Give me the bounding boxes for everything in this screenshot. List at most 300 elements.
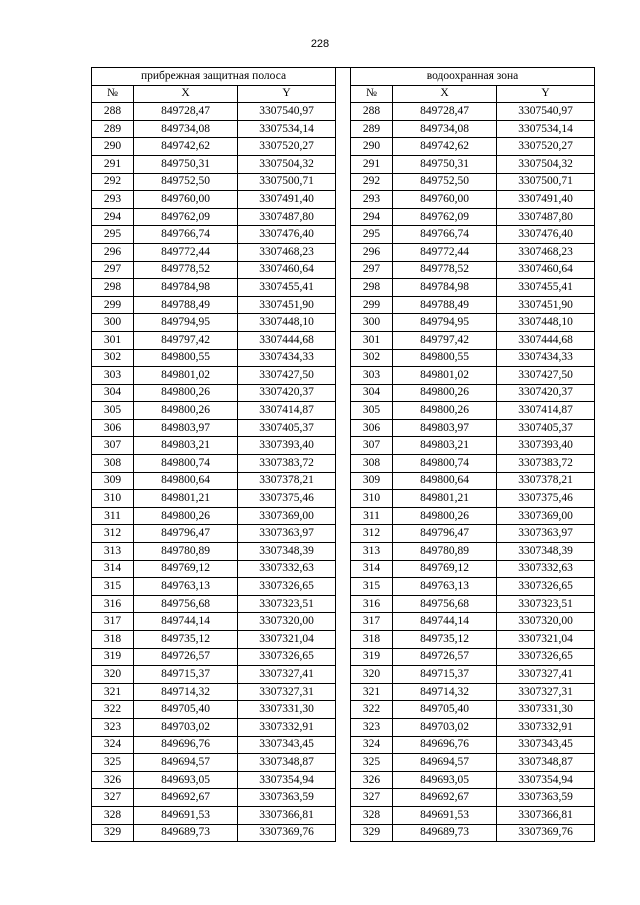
right-x-cell: 849714,32 xyxy=(393,683,497,701)
column-gap xyxy=(336,718,351,736)
right-x-cell: 849728,47 xyxy=(393,103,497,121)
right-y-cell: 3307540,97 xyxy=(497,103,595,121)
left-number-cell: 325 xyxy=(92,754,134,772)
left-y-cell: 3307348,87 xyxy=(238,754,336,772)
table-row xyxy=(92,261,595,279)
right-number-cell: 300 xyxy=(351,314,393,332)
column-gap xyxy=(336,648,351,666)
right-number-cell: 298 xyxy=(351,279,393,297)
table-row xyxy=(92,472,595,490)
right-y-cell: 3307327,41 xyxy=(497,666,595,684)
column-gap xyxy=(336,103,351,121)
right-x-cell: 849794,95 xyxy=(393,314,497,332)
left-x-cell: 849763,13 xyxy=(134,578,238,596)
column-gap xyxy=(336,806,351,824)
left-y-cell: 3307448,10 xyxy=(238,314,336,332)
table-row xyxy=(92,402,595,420)
right-y-cell: 3307369,76 xyxy=(497,824,595,842)
column-gap xyxy=(336,754,351,772)
left-y-cell: 3307366,81 xyxy=(238,806,336,824)
left-x-cell: 849803,97 xyxy=(134,419,238,437)
left-y-cell: 3307451,90 xyxy=(238,296,336,314)
right-x-cell: 849769,12 xyxy=(393,560,497,578)
left-y-cell: 3307323,51 xyxy=(238,595,336,613)
column-gap xyxy=(336,419,351,437)
table-row xyxy=(92,771,595,789)
left-number-cell: 321 xyxy=(92,683,134,701)
table-row xyxy=(92,279,595,297)
column-gap xyxy=(336,631,351,649)
right-x-cell: 849705,40 xyxy=(393,701,497,719)
column-gap xyxy=(336,243,351,261)
right-y-cell: 3307366,81 xyxy=(497,806,595,824)
right-number-cell: 303 xyxy=(351,367,393,385)
right-x-cell: 849726,57 xyxy=(393,648,497,666)
left-y-cell: 3307348,39 xyxy=(238,543,336,561)
column-gap xyxy=(336,68,351,103)
right-x-cell: 849691,53 xyxy=(393,806,497,824)
left-number-cell: 329 xyxy=(92,824,134,842)
left-x-cell: 849800,55 xyxy=(134,349,238,367)
right-number-cell: 302 xyxy=(351,349,393,367)
table-row xyxy=(92,701,595,719)
left-y-cell: 3307414,87 xyxy=(238,402,336,420)
left-y-cell: 3307326,65 xyxy=(238,648,336,666)
column-gap xyxy=(336,191,351,209)
left-number-cell: 315 xyxy=(92,578,134,596)
column-gap xyxy=(336,543,351,561)
table-row xyxy=(92,138,595,156)
left-x-cell: 849800,64 xyxy=(134,472,238,490)
right-number-cell: 322 xyxy=(351,701,393,719)
column-gap xyxy=(336,279,351,297)
left-y-cell: 3307405,37 xyxy=(238,419,336,437)
right-y-cell: 3307343,45 xyxy=(497,736,595,754)
left-x-cell: 849801,21 xyxy=(134,490,238,508)
left-x-cell: 849689,73 xyxy=(134,824,238,842)
table-row xyxy=(92,806,595,824)
right-x-cell: 849742,62 xyxy=(393,138,497,156)
column-gap xyxy=(336,208,351,226)
right-number-cell: 317 xyxy=(351,613,393,631)
table-row xyxy=(92,419,595,437)
column-gap xyxy=(336,173,351,191)
left-number-cell: 323 xyxy=(92,718,134,736)
left-y-cell: 3307326,65 xyxy=(238,578,336,596)
right-number-cell: 310 xyxy=(351,490,393,508)
left-x-cell: 849796,47 xyxy=(134,525,238,543)
left-x-cell: 849692,67 xyxy=(134,789,238,807)
left-number-cell: 320 xyxy=(92,666,134,684)
left-x-cell: 849797,42 xyxy=(134,331,238,349)
right-number-cell: 289 xyxy=(351,120,393,138)
left-x-cell: 849780,89 xyxy=(134,543,238,561)
right-x-cell: 849800,64 xyxy=(393,472,497,490)
table-row xyxy=(92,754,595,772)
column-gap xyxy=(336,367,351,385)
right-y-cell: 3307420,37 xyxy=(497,384,595,402)
right-x-cell: 849780,89 xyxy=(393,543,497,561)
right-number-cell: 299 xyxy=(351,296,393,314)
right-number-cell: 327 xyxy=(351,789,393,807)
right-x-cell: 849693,05 xyxy=(393,771,497,789)
right-header-x: X xyxy=(393,85,497,103)
left-x-cell: 849766,74 xyxy=(134,226,238,244)
left-number-cell: 306 xyxy=(92,419,134,437)
right-x-cell: 849760,00 xyxy=(393,191,497,209)
right-y-cell: 3307326,65 xyxy=(497,578,595,596)
column-gap xyxy=(336,490,351,508)
left-y-cell: 3307455,41 xyxy=(238,279,336,297)
left-number-cell: 314 xyxy=(92,560,134,578)
table-row xyxy=(92,314,595,332)
left-header-x: X xyxy=(134,85,238,103)
left-x-cell: 849800,74 xyxy=(134,455,238,473)
right-x-cell: 849778,52 xyxy=(393,261,497,279)
left-number-cell: 301 xyxy=(92,331,134,349)
right-number-cell: 307 xyxy=(351,437,393,455)
left-y-cell: 3307332,63 xyxy=(238,560,336,578)
table-row xyxy=(92,455,595,473)
right-x-cell: 849800,26 xyxy=(393,384,497,402)
right-x-cell: 849692,67 xyxy=(393,789,497,807)
right-y-cell: 3307321,04 xyxy=(497,631,595,649)
right-y-cell: 3307455,41 xyxy=(497,279,595,297)
right-number-cell: 288 xyxy=(351,103,393,121)
right-x-cell: 849803,97 xyxy=(393,419,497,437)
coordinates-table xyxy=(91,67,595,842)
right-x-cell: 849735,12 xyxy=(393,631,497,649)
table-row xyxy=(92,367,595,385)
left-y-cell: 3307487,80 xyxy=(238,208,336,226)
right-y-cell: 3307491,40 xyxy=(497,191,595,209)
right-y-cell: 3307451,90 xyxy=(497,296,595,314)
table-row xyxy=(92,120,595,138)
right-y-cell: 3307348,39 xyxy=(497,543,595,561)
right-y-cell: 3307405,37 xyxy=(497,419,595,437)
right-number-cell: 319 xyxy=(351,648,393,666)
left-x-cell: 849696,76 xyxy=(134,736,238,754)
right-number-cell: 308 xyxy=(351,455,393,473)
right-number-cell: 324 xyxy=(351,736,393,754)
column-gap xyxy=(336,455,351,473)
left-y-cell: 3307343,45 xyxy=(238,736,336,754)
left-y-cell: 3307540,97 xyxy=(238,103,336,121)
right-x-cell: 849756,68 xyxy=(393,595,497,613)
column-gap xyxy=(336,613,351,631)
table-row xyxy=(92,560,595,578)
table-row xyxy=(92,736,595,754)
table-row xyxy=(92,437,595,455)
left-y-cell: 3307504,32 xyxy=(238,155,336,173)
right-y-cell: 3307332,91 xyxy=(497,718,595,736)
right-number-cell: 306 xyxy=(351,419,393,437)
left-y-cell: 3307468,23 xyxy=(238,243,336,261)
right-y-cell: 3307354,94 xyxy=(497,771,595,789)
right-number-cell: 290 xyxy=(351,138,393,156)
right-number-cell: 323 xyxy=(351,718,393,736)
left-y-cell: 3307369,00 xyxy=(238,507,336,525)
left-number-cell: 312 xyxy=(92,525,134,543)
column-gap xyxy=(336,314,351,332)
left-y-cell: 3307520,27 xyxy=(238,138,336,156)
left-x-cell: 849762,09 xyxy=(134,208,238,226)
left-y-cell: 3307354,94 xyxy=(238,771,336,789)
left-x-cell: 849705,40 xyxy=(134,701,238,719)
left-header-number: № xyxy=(92,85,134,103)
left-x-cell: 849794,95 xyxy=(134,314,238,332)
right-y-cell: 3307331,30 xyxy=(497,701,595,719)
column-gap xyxy=(336,771,351,789)
table-row xyxy=(92,718,595,736)
right-number-cell: 315 xyxy=(351,578,393,596)
right-x-cell: 849752,50 xyxy=(393,173,497,191)
left-y-cell: 3307383,72 xyxy=(238,455,336,473)
left-number-cell: 294 xyxy=(92,208,134,226)
right-number-cell: 318 xyxy=(351,631,393,649)
left-x-cell: 849703,02 xyxy=(134,718,238,736)
column-gap xyxy=(336,384,351,402)
column-gap xyxy=(336,437,351,455)
right-x-cell: 849800,74 xyxy=(393,455,497,473)
right-number-cell: 294 xyxy=(351,208,393,226)
left-y-cell: 3307321,04 xyxy=(238,631,336,649)
column-gap xyxy=(336,560,351,578)
right-y-cell: 3307468,23 xyxy=(497,243,595,261)
column-gap xyxy=(336,595,351,613)
right-x-cell: 849797,42 xyxy=(393,331,497,349)
right-number-cell: 320 xyxy=(351,666,393,684)
right-y-cell: 3307414,87 xyxy=(497,402,595,420)
right-number-cell: 314 xyxy=(351,560,393,578)
right-number-cell: 329 xyxy=(351,824,393,842)
left-x-cell: 849735,12 xyxy=(134,631,238,649)
left-number-cell: 289 xyxy=(92,120,134,138)
left-y-cell: 3307327,31 xyxy=(238,683,336,701)
left-x-cell: 849715,37 xyxy=(134,666,238,684)
table-row xyxy=(92,243,595,261)
table-row xyxy=(92,349,595,367)
left-number-cell: 319 xyxy=(92,648,134,666)
right-number-cell: 292 xyxy=(351,173,393,191)
right-section-title: водоохранная зона xyxy=(351,68,595,86)
left-x-cell: 849760,00 xyxy=(134,191,238,209)
table-row xyxy=(92,683,595,701)
right-y-cell: 3307323,51 xyxy=(497,595,595,613)
right-y-cell: 3307476,40 xyxy=(497,226,595,244)
left-x-cell: 849784,98 xyxy=(134,279,238,297)
left-number-cell: 322 xyxy=(92,701,134,719)
right-x-cell: 849703,02 xyxy=(393,718,497,736)
table-row xyxy=(92,789,595,807)
table-row xyxy=(92,824,595,842)
left-number-cell: 291 xyxy=(92,155,134,173)
right-x-cell: 849763,13 xyxy=(393,578,497,596)
column-gap xyxy=(336,578,351,596)
right-y-cell: 3307434,33 xyxy=(497,349,595,367)
left-number-cell: 307 xyxy=(92,437,134,455)
right-number-cell: 296 xyxy=(351,243,393,261)
right-number-cell: 312 xyxy=(351,525,393,543)
left-x-cell: 849778,52 xyxy=(134,261,238,279)
left-x-cell: 849800,26 xyxy=(134,384,238,402)
column-gap xyxy=(336,525,351,543)
left-number-cell: 309 xyxy=(92,472,134,490)
right-x-cell: 849766,74 xyxy=(393,226,497,244)
left-x-cell: 849800,26 xyxy=(134,402,238,420)
left-number-cell: 328 xyxy=(92,806,134,824)
right-number-cell: 295 xyxy=(351,226,393,244)
table-row xyxy=(92,507,595,525)
right-y-cell: 3307375,46 xyxy=(497,490,595,508)
column-gap xyxy=(336,824,351,842)
right-number-cell: 326 xyxy=(351,771,393,789)
right-y-cell: 3307460,64 xyxy=(497,261,595,279)
right-y-cell: 3307363,59 xyxy=(497,789,595,807)
left-y-cell: 3307420,37 xyxy=(238,384,336,402)
right-x-cell: 849762,09 xyxy=(393,208,497,226)
right-x-cell: 849800,55 xyxy=(393,349,497,367)
column-gap xyxy=(336,349,351,367)
right-y-cell: 3307383,72 xyxy=(497,455,595,473)
right-y-cell: 3307320,00 xyxy=(497,613,595,631)
left-y-cell: 3307534,14 xyxy=(238,120,336,138)
right-x-cell: 849734,08 xyxy=(393,120,497,138)
table-row xyxy=(92,578,595,596)
left-y-cell: 3307434,33 xyxy=(238,349,336,367)
table-row xyxy=(92,208,595,226)
right-y-cell: 3307520,27 xyxy=(497,138,595,156)
left-number-cell: 302 xyxy=(92,349,134,367)
table-row xyxy=(92,543,595,561)
right-y-cell: 3307448,10 xyxy=(497,314,595,332)
table-row xyxy=(92,384,595,402)
left-x-cell: 849756,68 xyxy=(134,595,238,613)
right-x-cell: 849800,26 xyxy=(393,402,497,420)
left-x-cell: 849752,50 xyxy=(134,173,238,191)
left-x-cell: 849728,47 xyxy=(134,103,238,121)
table-row xyxy=(92,613,595,631)
left-y-cell: 3307427,50 xyxy=(238,367,336,385)
left-number-cell: 295 xyxy=(92,226,134,244)
right-y-cell: 3307504,32 xyxy=(497,155,595,173)
left-y-cell: 3307320,00 xyxy=(238,613,336,631)
right-header-number: № xyxy=(351,85,393,103)
right-y-cell: 3307444,68 xyxy=(497,331,595,349)
right-x-cell: 849784,98 xyxy=(393,279,497,297)
left-number-cell: 311 xyxy=(92,507,134,525)
table-row xyxy=(92,296,595,314)
column-gap xyxy=(336,507,351,525)
left-number-cell: 293 xyxy=(92,191,134,209)
right-y-cell: 3307363,97 xyxy=(497,525,595,543)
left-x-cell: 849769,12 xyxy=(134,560,238,578)
right-x-cell: 849796,47 xyxy=(393,525,497,543)
left-y-cell: 3307332,91 xyxy=(238,718,336,736)
right-number-cell: 328 xyxy=(351,806,393,824)
column-gap xyxy=(336,789,351,807)
left-y-cell: 3307375,46 xyxy=(238,490,336,508)
left-y-cell: 3307369,76 xyxy=(238,824,336,842)
right-x-cell: 849803,21 xyxy=(393,437,497,455)
left-number-cell: 308 xyxy=(92,455,134,473)
table-row xyxy=(92,226,595,244)
right-x-cell: 849750,31 xyxy=(393,155,497,173)
left-number-cell: 299 xyxy=(92,296,134,314)
left-y-cell: 3307476,40 xyxy=(238,226,336,244)
left-x-cell: 849742,62 xyxy=(134,138,238,156)
right-number-cell: 305 xyxy=(351,402,393,420)
right-number-cell: 325 xyxy=(351,754,393,772)
table-row xyxy=(92,595,595,613)
left-x-cell: 849750,31 xyxy=(134,155,238,173)
right-y-cell: 3307393,40 xyxy=(497,437,595,455)
column-gap xyxy=(336,402,351,420)
right-y-cell: 3307487,80 xyxy=(497,208,595,226)
column-gap xyxy=(336,736,351,754)
right-header-y: Y xyxy=(497,85,595,103)
table-row xyxy=(92,191,595,209)
left-y-cell: 3307500,71 xyxy=(238,173,336,191)
left-y-cell: 3307363,97 xyxy=(238,525,336,543)
left-number-cell: 304 xyxy=(92,384,134,402)
left-x-cell: 849694,57 xyxy=(134,754,238,772)
left-x-cell: 849803,21 xyxy=(134,437,238,455)
left-x-cell: 849744,14 xyxy=(134,613,238,631)
right-number-cell: 291 xyxy=(351,155,393,173)
left-number-cell: 310 xyxy=(92,490,134,508)
column-gap xyxy=(336,138,351,156)
column-gap xyxy=(336,472,351,490)
left-number-cell: 324 xyxy=(92,736,134,754)
left-header-y: Y xyxy=(238,85,336,103)
right-y-cell: 3307326,65 xyxy=(497,648,595,666)
left-x-cell: 849734,08 xyxy=(134,120,238,138)
right-y-cell: 3307378,21 xyxy=(497,472,595,490)
right-x-cell: 849694,57 xyxy=(393,754,497,772)
left-x-cell: 849714,32 xyxy=(134,683,238,701)
left-x-cell: 849772,44 xyxy=(134,243,238,261)
column-gap xyxy=(336,666,351,684)
left-number-cell: 296 xyxy=(92,243,134,261)
left-y-cell: 3307491,40 xyxy=(238,191,336,209)
right-x-cell: 849772,44 xyxy=(393,243,497,261)
right-x-cell: 849788,49 xyxy=(393,296,497,314)
left-number-cell: 297 xyxy=(92,261,134,279)
column-gap xyxy=(336,226,351,244)
right-number-cell: 321 xyxy=(351,683,393,701)
table-row xyxy=(92,666,595,684)
left-y-cell: 3307444,68 xyxy=(238,331,336,349)
left-number-cell: 327 xyxy=(92,789,134,807)
left-number-cell: 326 xyxy=(92,771,134,789)
right-x-cell: 849801,02 xyxy=(393,367,497,385)
left-y-cell: 3307331,30 xyxy=(238,701,336,719)
right-y-cell: 3307427,50 xyxy=(497,367,595,385)
right-y-cell: 3307332,63 xyxy=(497,560,595,578)
left-number-cell: 290 xyxy=(92,138,134,156)
table-row xyxy=(92,103,595,121)
left-x-cell: 849801,02 xyxy=(134,367,238,385)
column-gap xyxy=(336,683,351,701)
left-section-title: прибрежная защитная полоса xyxy=(92,68,336,86)
left-number-cell: 318 xyxy=(92,631,134,649)
right-y-cell: 3307369,00 xyxy=(497,507,595,525)
table-row xyxy=(92,525,595,543)
column-gap xyxy=(336,155,351,173)
left-x-cell: 849726,57 xyxy=(134,648,238,666)
column-gap xyxy=(336,331,351,349)
